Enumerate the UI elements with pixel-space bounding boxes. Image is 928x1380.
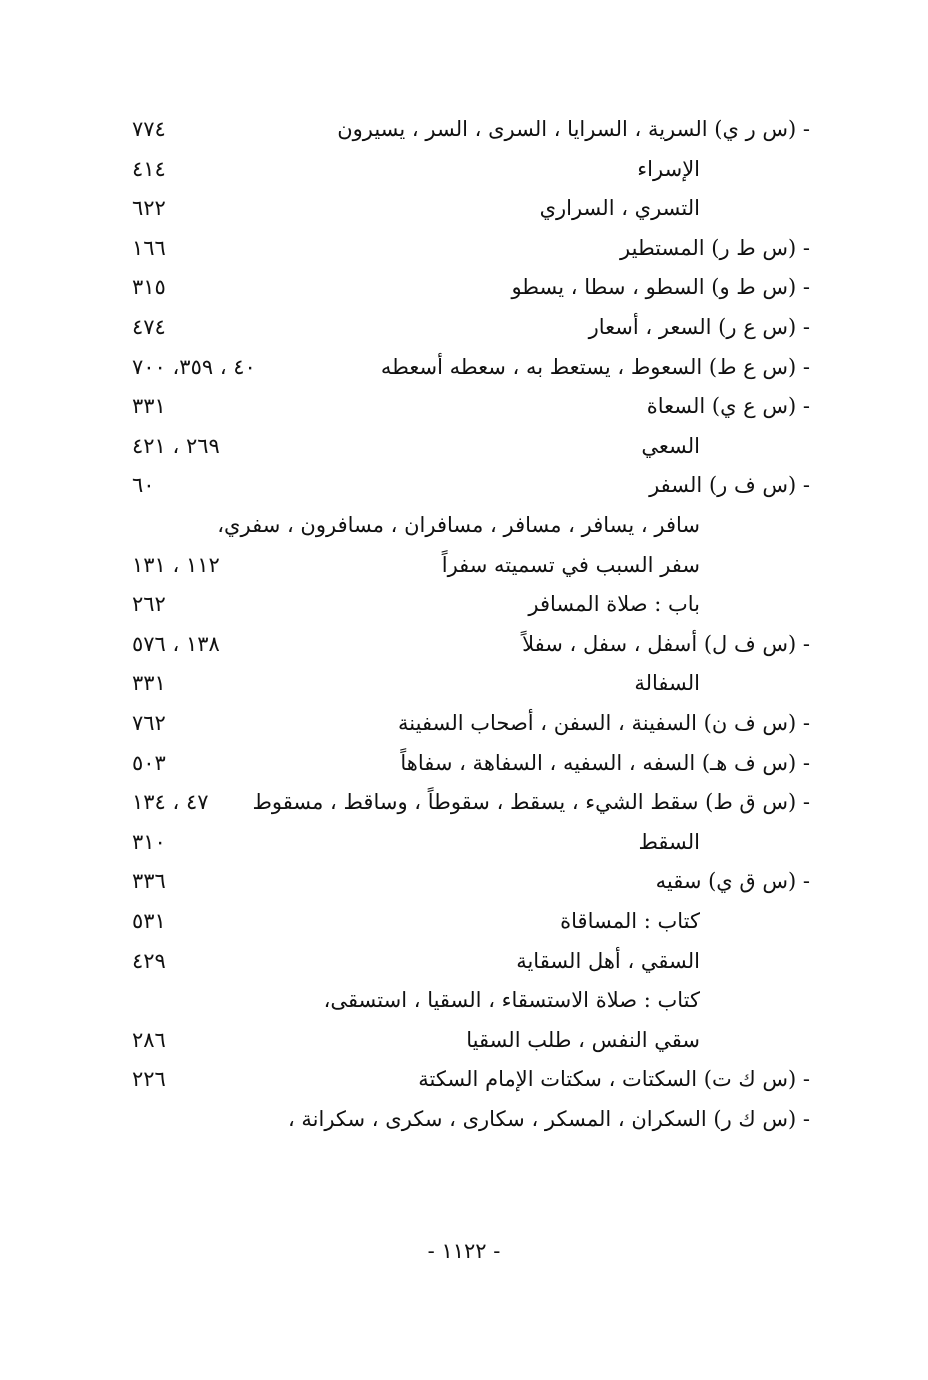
index-entry-text: - (س ع ي) السعاة [646,394,810,419]
index-entry-pages: ٤٧ ، ١٣٤ [132,790,209,815]
index-entry-text: الإسراء [637,156,700,181]
index-entry-text: سقي النفس ، طلب السقيا [466,1027,700,1052]
index-entry-pages: ٢٢٦ [132,1067,166,1092]
index-entry-text: - (س ك ت) السكتات ، سكتات الإمام السكتة [418,1067,810,1092]
index-entry-text: السقي ، أهل السقاية [516,948,700,973]
index-entry-text: السقط [638,829,700,854]
index-entry-text: - (س ف ر) السفر [649,473,810,498]
index-entry-text: - (س ط ر) المستطير [620,235,810,260]
index-entry-pages: ١٣٨ ، ٥٧٦ [132,631,220,656]
index-entry-text: - (س ك ر) السكران ، المسكر ، سكارى ، سكرى ، سكرانة ، [287,1107,810,1131]
index-entry-text: - (س ط و) السطو ، سطا ، يسطو [511,275,810,300]
index-entry-text: التسري ، السراري [539,196,700,221]
index-entry-pages: ٣١٥ [132,275,166,300]
index-entry-pages: ٢٨٦ [132,1027,166,1052]
index-entry-text: سفر السبب في تسميته سفراً [441,552,700,577]
page-number: - ١١٢٢ - [427,1239,501,1263]
index-entry-pages: ١١٢ ، ١٣١ [132,552,220,577]
index-entry-pages: ٥٣١ [132,909,166,933]
index-entry-pages: ٧٦٢ [132,711,166,735]
index-entry-pages: ٥٠٣ [132,750,166,775]
index-entry-pages: ٤٢٩ [132,948,166,973]
index-entry-text: باب : صلاة المسافر [528,592,700,617]
index-entry-text: - (س ق ط) سقط الشيء ، يسقط ، سقوطاً ، وساقط ، مسقوط [252,790,810,815]
index-entry-pages: ٣١٠ [132,829,166,854]
index-entry-pages: ٤١٤ [132,156,166,181]
index-entry-pages: ٤٠ ، ٣٥٩، ٧٠٠ [132,354,256,379]
index-entry-text: - (س ف ل) أسفل ، سفل ، سفلاً [522,631,810,656]
index-entry-text: - (س ق ي) سقيه [655,869,810,894]
index-entry-pages: ٢٦٢ [132,592,166,617]
index-entry-pages: ٦٠ [132,473,155,498]
index-entry-text: - (س ف هـ) السفه ، السفيه ، السفاهة ، سفاهاً [400,750,810,775]
index-entry-text: - (س ع ر) السعر ، أسعار [588,315,810,339]
index-entry-text: السفالة [634,671,700,696]
index-entry-text: - (س ع ط) السعوط ، يستعط به ، سعطه أسعطه [380,354,810,379]
index-entry-text: سافر ، يسافر ، مسافر ، مسافران ، مسافرون ، سفري، [217,513,700,537]
index-entry-pages: ٦٢٢ [132,196,166,221]
index-entry-pages: ٧٧٤ [132,117,166,141]
index-entry-text: السعي [641,433,700,458]
index-entry-text: - (س ر ي) السرية ، السرايا ، السرى ، السر ، يسيرون [337,117,810,141]
index-entry-text: كتاب : صلاة الاستسقاء ، السقيا ، استسقى، [323,988,700,1013]
index-entry-pages: ١٦٦ [132,235,166,260]
index-entry-pages: ٤٧٤ [132,315,166,339]
index-entry-text: - (س ف ن) السفينة ، السفن ، أصحاب السفينة [398,711,810,735]
index-entry-text: كتاب : المساقاة [560,909,700,933]
index-entry-pages: ٣٣١ [132,671,166,696]
index-entry-pages: ٣٣٦ [132,869,166,894]
index-entry-pages: ٣٣١ [132,394,166,419]
index-entry-pages: ٢٦٩ ، ٤٢١ [132,433,220,458]
